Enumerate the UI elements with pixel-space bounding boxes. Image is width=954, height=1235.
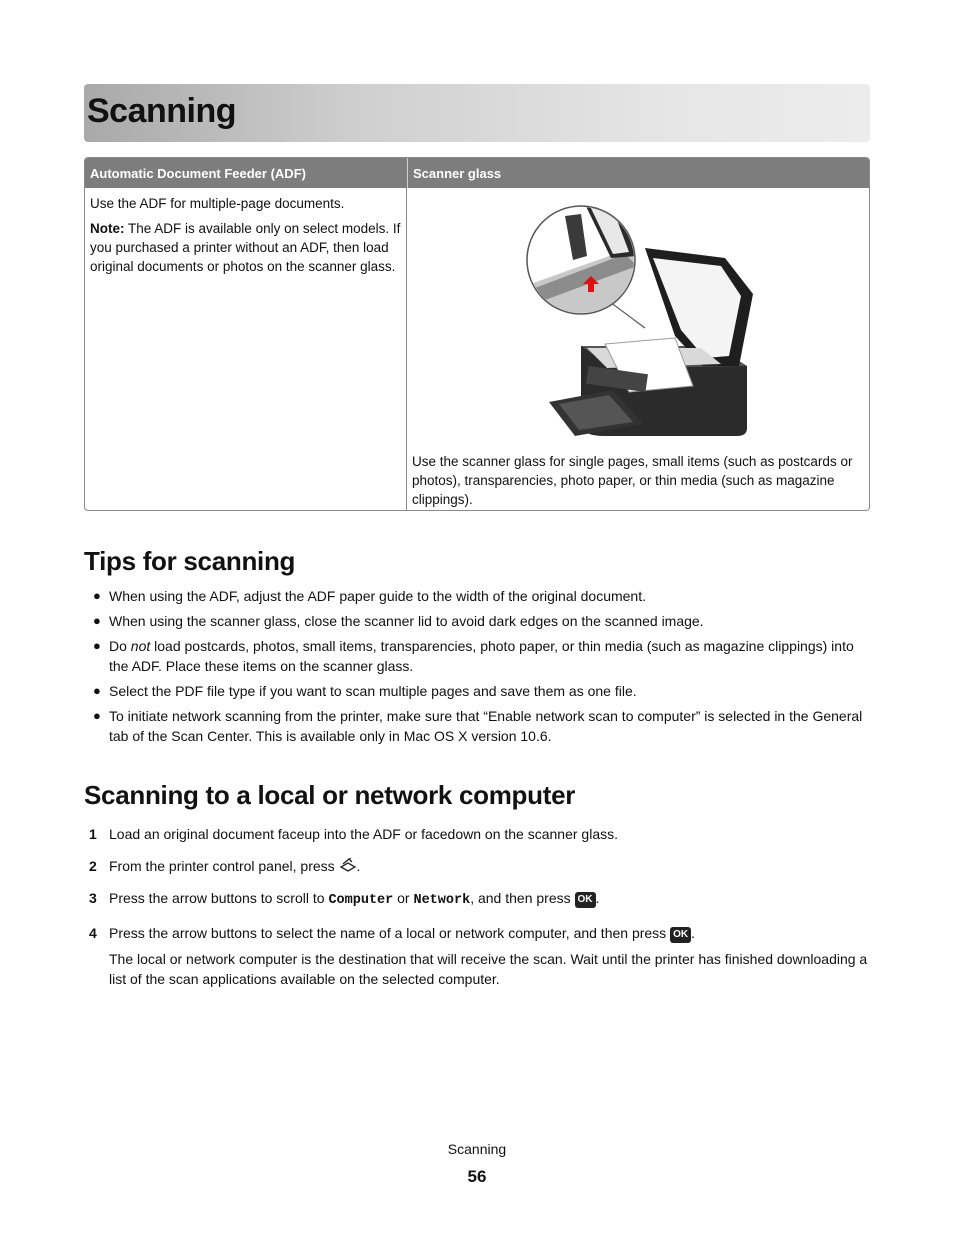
list-item: ● When using the scanner glass, close the scanner lid to avoid dark edges on the scanned image. <box>93 613 704 629</box>
adf-vs-glass-table <box>84 157 870 511</box>
scanner-illustration <box>525 196 755 444</box>
tips-list <box>84 586 874 751</box>
scan-steps <box>84 824 874 989</box>
scan-icon <box>339 856 357 874</box>
table-header-adf: Automatic Document Feeder (ADF) <box>85 158 407 188</box>
scan-section-heading: Scanning to a local or network computer <box>84 780 576 810</box>
step-item: 2 From the printer control panel, press . <box>89 858 361 874</box>
step-number: 2 <box>89 858 97 874</box>
bullet-icon: ● <box>93 638 101 653</box>
ok-button-icon: OK <box>575 892 596 908</box>
page-number: 56 <box>467 1167 487 1186</box>
adf-description: Use the ADF for multiple-page documents. <box>90 196 345 211</box>
bullet-icon: ● <box>93 708 101 723</box>
network-option: Network <box>413 893 471 908</box>
step-item: 4 Press the arrow buttons to select the name of a local or network computer, and then press OK . The local or network computer is the destination that will receive the scan. Wait until the printer has finished downloading a list of the scan applications available on the selected computer. <box>84 923 874 989</box>
adf-cell <box>90 194 402 282</box>
list-item: ● Select the PDF file type if you want to scan multiple pages and save them as one file. <box>93 683 637 699</box>
column-divider <box>406 188 407 510</box>
footer-chapter-label: Scanning <box>447 1141 507 1157</box>
step-number: 3 <box>89 890 97 906</box>
list-item: ● When using the ADF, adjust the ADF paper guide to the width of the original document. <box>93 588 646 604</box>
note-label: Note: <box>90 221 125 236</box>
bullet-icon: ● <box>93 613 101 628</box>
list-item: ● To initiate network scanning from the printer, make sure that “Enable network scan to computer” is selected in the General tab of the Scan Center. This is available only in Mac OS X version 10.6. <box>93 708 863 744</box>
table-header-glass: Scanner glass <box>407 158 869 188</box>
bullet-icon: ● <box>93 683 101 698</box>
note-text: The ADF is available only on select models. If you purchased a printer without an ADF, then load original documents or photos on the scanner glass. <box>90 221 401 274</box>
step-number: 1 <box>89 826 97 842</box>
chapter-banner <box>84 84 870 142</box>
glass-description: Use the scanner glass for single pages, small items (such as postcards or photos), transparencies, photo paper, or thin media (such as magazine clippings). <box>412 454 853 507</box>
step-item: 1 Load an original document faceup into the ADF or facedown on the scanner glass. <box>89 826 618 842</box>
tips-heading: Tips for scanning <box>84 546 296 576</box>
bullet-icon: ● <box>93 588 101 603</box>
ok-button-icon: OK <box>670 927 691 943</box>
chapter-title: Scanning <box>87 92 237 130</box>
step-4-explanation: The local or network computer is the destination that will receive the scan. Wait until the printer has finished downloading a list of the scan applications available on the selected computer. <box>109 951 868 987</box>
list-item: ● Do not load postcards, photos, small items, transparencies, photo paper, or thin media (such as magazine clippings) into the ADF. Place these items on the scanner glass. <box>93 638 854 674</box>
adf-note <box>90 219 402 276</box>
step-item: 3 Press the arrow buttons to scroll to Computer or Network, and then press OK . <box>89 890 600 908</box>
step-number: 4 <box>89 925 97 941</box>
computer-option: Computer <box>328 893 394 908</box>
